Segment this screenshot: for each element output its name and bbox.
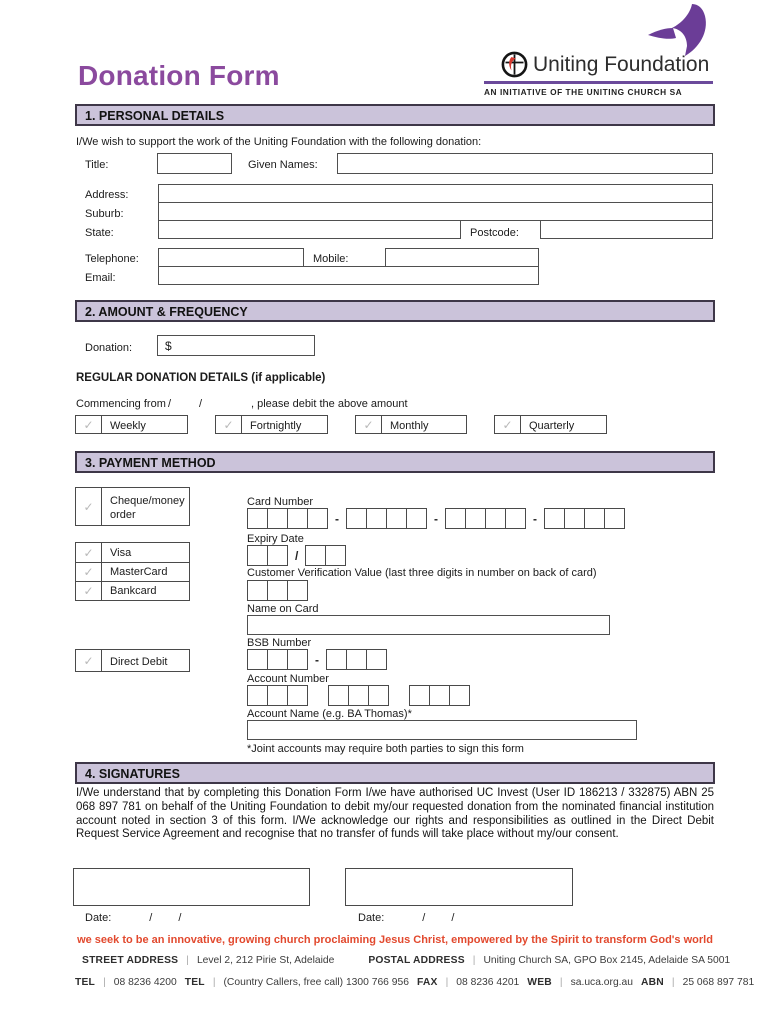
- digit-cell[interactable]: [604, 508, 625, 529]
- brand-name: Uniting Foundation: [533, 53, 710, 76]
- section-1-header: 1. PERSONAL DETAILS: [75, 104, 715, 126]
- frequency-checkbox-monthly[interactable]: [355, 415, 467, 434]
- digit-cell[interactable]: [368, 685, 389, 706]
- direct-debit-agreement-text: I/We understand that by completing this Donation Form I/we have authorised UC Invest (User ID 186213 / 332875) ABN 25 068 897 781 on behalf of the Uniting Foundation to debit my/our requested donation from the nominated financial institution account noted in section 3 of this form. I/We acknowledge our rights and responsibilities as outlined in the Direct Debit Request Service Agreement and recognise that no transfer of funds will take place without my/our consent.: [76, 787, 714, 841]
- date-label: Date:: [358, 912, 385, 924]
- separator: |: [472, 955, 476, 966]
- tel-label: TEL: [75, 977, 96, 988]
- section-4-header: 4. SIGNATURES: [75, 762, 715, 784]
- abn-label: ABN: [641, 977, 664, 988]
- account-name-label: Account Name (e.g. BA Thomas)*: [247, 708, 412, 720]
- bsb-number-cells[interactable]: [247, 649, 387, 670]
- digit-cell[interactable]: [305, 545, 326, 566]
- date-field-1[interactable]: [85, 912, 181, 924]
- digit-cell[interactable]: [287, 580, 308, 601]
- digit-cell[interactable]: [267, 580, 288, 601]
- section-3-header: 3. PAYMENT METHOD: [75, 451, 715, 473]
- card-number-label: Card Number: [247, 496, 314, 508]
- commencing-slash-1[interactable]: /: [168, 398, 172, 410]
- joint-accounts-note: *Joint accounts may require both parties to sign this form: [247, 743, 524, 755]
- expiry-date-cells[interactable]: [247, 545, 346, 566]
- digit-cell[interactable]: [247, 685, 268, 706]
- date-slash: /: [451, 912, 455, 924]
- separator: |: [212, 977, 216, 988]
- postcode-label: Postcode:: [470, 227, 519, 239]
- digit-cell[interactable]: [287, 508, 308, 529]
- address-input[interactable]: [158, 184, 713, 203]
- tel-country-value: (Country Callers, free call) 1300 766 956: [223, 977, 409, 988]
- separator: |: [186, 955, 189, 966]
- card-option-label: Visa: [110, 546, 132, 559]
- account-number-label: Account Number: [247, 673, 329, 685]
- checkmark-icon[interactable]: ✓: [76, 563, 102, 581]
- digit-cell[interactable]: [346, 649, 367, 670]
- commencing-slash-2[interactable]: /: [199, 398, 203, 410]
- regular-donation-heading: REGULAR DONATION DETAILS (if applicable): [76, 372, 326, 384]
- uniting-church-emblem-icon: [501, 51, 528, 83]
- digit-cell[interactable]: [449, 685, 470, 706]
- telephone-input[interactable]: [158, 248, 304, 267]
- digit-cell[interactable]: [564, 508, 585, 529]
- commencing-from-label: Commencing from: [76, 398, 166, 410]
- digit-cell[interactable]: [445, 508, 466, 529]
- digit-cell[interactable]: [267, 545, 288, 566]
- brand-tagline: AN INITIATIVE OF THE UNITING CHURCH SA: [484, 87, 683, 97]
- checkmark-icon[interactable]: ✓: [76, 582, 102, 600]
- frequency-label: Monthly: [390, 419, 429, 432]
- email-input[interactable]: [158, 266, 539, 285]
- separator: |: [671, 977, 675, 988]
- digit-cell[interactable]: [346, 508, 367, 529]
- digit-cell[interactable]: [267, 649, 288, 670]
- digit-cell[interactable]: [465, 508, 486, 529]
- footer-contact-line: [75, 977, 754, 988]
- cheque-label: Cheque/money order: [110, 494, 185, 521]
- separator: -: [335, 511, 339, 526]
- frequency-checkbox-fortnightly[interactable]: [215, 415, 328, 434]
- separator: -: [533, 511, 537, 526]
- digit-cell[interactable]: [429, 685, 450, 706]
- digit-cell[interactable]: [366, 508, 387, 529]
- date-slash: /: [422, 912, 426, 924]
- digit-cell[interactable]: [544, 508, 565, 529]
- card-option-label: MasterCard: [110, 566, 168, 578]
- postal-address-label: POSTAL ADDRESS: [368, 955, 465, 966]
- footer-address-line: [82, 955, 730, 966]
- digit-cell[interactable]: [326, 649, 347, 670]
- separator: -: [315, 652, 319, 667]
- tel-country-label: TEL: [184, 977, 205, 988]
- fax-value: 08 8236 4201: [456, 977, 520, 988]
- name-on-card-input[interactable]: [247, 615, 610, 635]
- brand-rule: [484, 81, 713, 84]
- digit-cell[interactable]: [287, 649, 308, 670]
- street-address-value: Level 2, 212 Pirie St, Adelaide: [196, 955, 335, 966]
- separator: |: [103, 977, 106, 988]
- state-input[interactable]: [158, 220, 461, 239]
- date-field-2[interactable]: [358, 912, 454, 924]
- card-option-label: Bankcard: [110, 585, 157, 597]
- address-label: Address:: [85, 189, 129, 201]
- visa-checkbox[interactable]: [76, 543, 189, 562]
- donation-amount-input[interactable]: [157, 335, 315, 356]
- digit-cell[interactable]: [348, 685, 369, 706]
- tel-value: 08 8236 4200: [113, 977, 177, 988]
- checkmark-icon[interactable]: ✓: [356, 416, 382, 433]
- frequency-checkbox-quarterly[interactable]: [494, 415, 607, 434]
- account-number-cells[interactable]: [247, 685, 470, 706]
- web-value: sa.uca.org.au: [570, 977, 633, 988]
- suburb-label: Suburb:: [85, 208, 124, 220]
- checkmark-icon[interactable]: ✓: [76, 543, 102, 562]
- personal-intro: I/We wish to support the work of the Uniting Foundation with the following donation:: [76, 136, 482, 148]
- digit-cell[interactable]: [505, 508, 526, 529]
- card-number-cells[interactable]: [247, 508, 625, 529]
- bsb-number-label: BSB Number: [247, 637, 312, 649]
- digit-cell[interactable]: [247, 508, 268, 529]
- commencing-suffix-label: , please debit the above amount: [251, 398, 408, 410]
- separator: |: [559, 977, 563, 988]
- checkmark-icon[interactable]: ✓: [76, 488, 102, 525]
- frequency-checkbox-weekly[interactable]: [75, 415, 188, 434]
- state-label: State:: [85, 227, 114, 239]
- separator: /: [295, 548, 299, 563]
- title-input[interactable]: [157, 153, 232, 174]
- digit-cell[interactable]: [307, 508, 328, 529]
- suburb-input[interactable]: [158, 202, 713, 221]
- mastercard-checkbox[interactable]: [76, 562, 189, 581]
- email-label: Email:: [85, 272, 116, 284]
- telephone-label: Telephone:: [85, 253, 139, 265]
- frequency-label: Quarterly: [529, 419, 575, 432]
- checkmark-icon[interactable]: ✓: [76, 416, 102, 433]
- digit-cell[interactable]: [247, 649, 268, 670]
- name-on-card-label: Name on Card: [247, 603, 319, 615]
- cvv-label: Customer Verification Value (last three digits in number on back of card): [247, 567, 597, 579]
- digit-cell[interactable]: [366, 649, 387, 670]
- web-label: WEB: [527, 977, 552, 988]
- mobile-label: Mobile:: [313, 253, 349, 265]
- cvv-cells[interactable]: [247, 580, 308, 601]
- checkmark-icon[interactable]: ✓: [76, 650, 102, 671]
- fax-label: FAX: [416, 977, 438, 988]
- cheque-money-order-checkbox[interactable]: [75, 487, 190, 526]
- bankcard-checkbox[interactable]: [76, 581, 189, 600]
- checkmark-icon[interactable]: ✓: [495, 416, 521, 433]
- signature-box-1[interactable]: [73, 868, 310, 906]
- card-type-options: [75, 542, 190, 601]
- date-slash: /: [178, 912, 182, 924]
- digit-cell[interactable]: [409, 685, 430, 706]
- digit-cell[interactable]: [325, 545, 346, 566]
- digit-cell[interactable]: [247, 580, 268, 601]
- donation-label: Donation:: [85, 342, 133, 354]
- frequency-label: Weekly: [110, 419, 146, 432]
- page-title: Donation Form: [78, 60, 280, 91]
- date-slash: /: [149, 912, 153, 924]
- separator: |: [445, 977, 449, 988]
- frequency-label: Fortnightly: [250, 419, 302, 432]
- digit-cell[interactable]: [267, 685, 288, 706]
- postcode-input[interactable]: [540, 220, 713, 239]
- section-2-header: 2. AMOUNT & FREQUENCY: [75, 300, 715, 322]
- digit-cell[interactable]: [485, 508, 506, 529]
- digit-cell[interactable]: [267, 508, 288, 529]
- given-names-label: Given Names:: [248, 159, 318, 171]
- separator: -: [434, 511, 438, 526]
- signature-box-2[interactable]: [345, 868, 573, 906]
- digit-cell[interactable]: [247, 545, 268, 566]
- abn-value: 25 068 897 781: [682, 977, 755, 988]
- checkmark-icon[interactable]: ✓: [216, 416, 242, 433]
- direct-debit-label: Direct Debit: [110, 655, 168, 668]
- street-address-label: STREET ADDRESS: [82, 955, 179, 966]
- account-name-input[interactable]: [247, 720, 637, 740]
- expiry-date-label: Expiry Date: [247, 533, 304, 545]
- digit-cell[interactable]: [584, 508, 605, 529]
- title-label: Title:: [85, 159, 109, 171]
- mobile-input[interactable]: [385, 248, 539, 267]
- digit-cell[interactable]: [406, 508, 427, 529]
- direct-debit-checkbox[interactable]: [75, 649, 190, 672]
- given-names-input[interactable]: [337, 153, 713, 174]
- digit-cell[interactable]: [386, 508, 407, 529]
- date-label: Date:: [85, 912, 112, 924]
- digit-cell[interactable]: [328, 685, 349, 706]
- church-motto: we seek to be an innovative, growing church proclaiming Jesus Christ, empowered by the Spirit to transform God's world: [77, 934, 713, 946]
- postal-address-value: Uniting Church SA, GPO Box 2145, Adelaide SA 5001: [483, 955, 731, 966]
- digit-cell[interactable]: [287, 685, 308, 706]
- currency-symbol: $: [165, 339, 172, 353]
